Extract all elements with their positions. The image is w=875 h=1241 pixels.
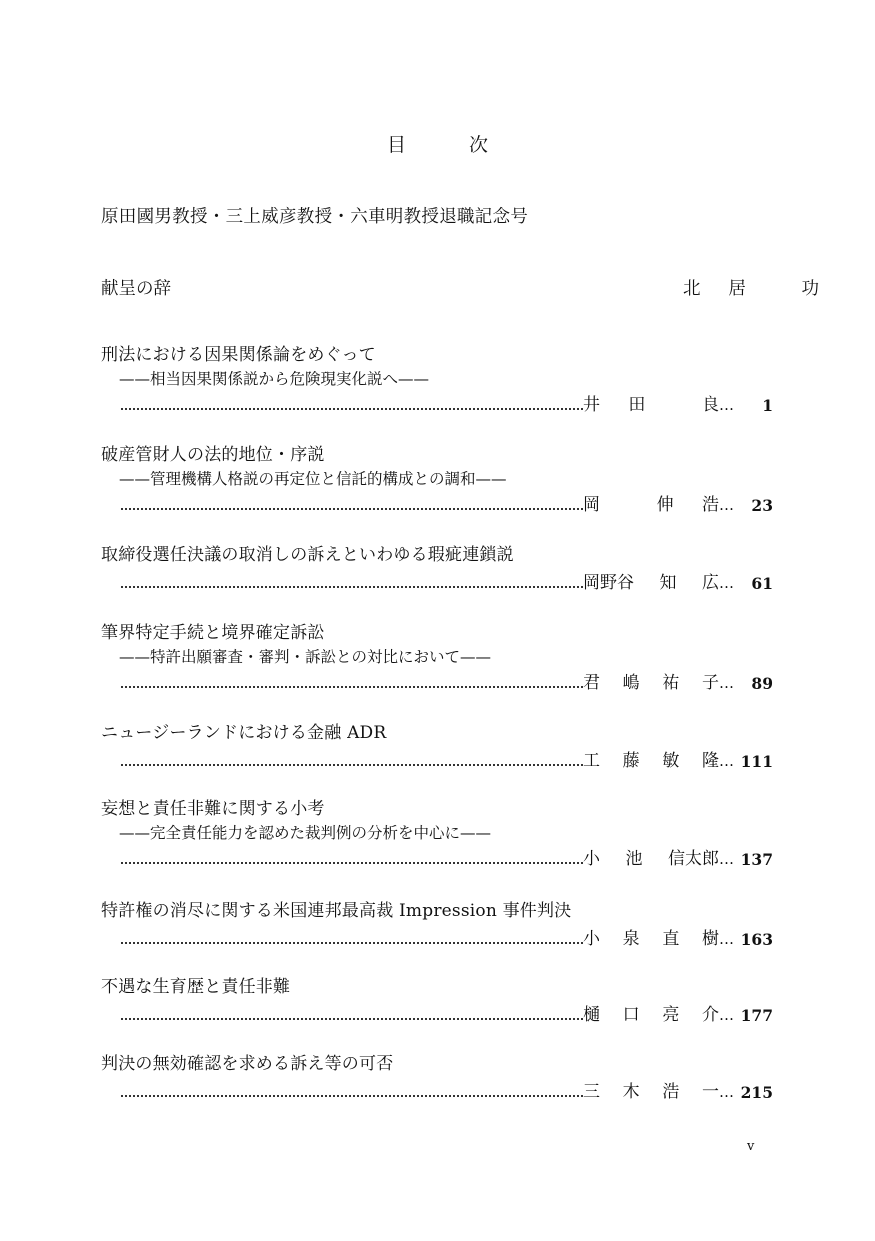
author-char: 工 [583, 751, 600, 771]
entry-author [583, 670, 719, 696]
entry-author [583, 1079, 719, 1105]
page-title: 目 次 [386, 134, 510, 156]
entry-title: 筆界特定手続と境界確定訴訟 [101, 623, 325, 643]
dedication-author [683, 275, 819, 300]
issue-title: 原田國男教授・三上威彦教授・六車明教授退職記念号 [101, 207, 529, 227]
author-char: 池 [625, 849, 643, 869]
author-char: 田 [628, 395, 646, 415]
author-char: 伸 [656, 495, 674, 515]
entry-title: 妄想と責任非難に関する小考 [101, 799, 325, 819]
page-folio: v [747, 1139, 755, 1154]
entry-title: 刑法における因果関係論をめぐって [101, 345, 376, 365]
author-char: 三 [583, 1082, 600, 1102]
dot-leader [121, 942, 583, 944]
author-char: 浩 [662, 1082, 680, 1102]
author-char: 浩 [701, 495, 719, 515]
toc-entry[interactable] [101, 797, 781, 872]
author-char: 敏 [662, 751, 680, 771]
entry-page-number: 111 [740, 752, 773, 771]
author-char: 木 [622, 1082, 640, 1102]
entry-title: 取締役選任決議の取消しの訴えといわゆる瑕疵連鎖説 [101, 545, 514, 565]
toc-entry[interactable] [101, 899, 781, 952]
author-char: 知 [659, 573, 677, 593]
author-char: 良 [701, 395, 719, 415]
author-char: 功 [801, 279, 819, 299]
author-char: 信太郎 [668, 849, 719, 869]
author-char: 介 [701, 1005, 719, 1025]
entry-leader [101, 1079, 781, 1105]
entry-page-number: 1 [762, 396, 773, 415]
author-char: 直 [662, 929, 680, 949]
entry-author [583, 846, 719, 872]
entry-subtitle: ——管理機構人格説の再定位と信託的構成との調和—— [119, 470, 507, 488]
entry-page-number: 89 [751, 674, 773, 693]
toc-entry[interactable] [101, 975, 781, 1028]
dot-leader [121, 686, 583, 688]
author-char: 泉 [622, 929, 640, 949]
entry-page-number: 215 [740, 1083, 773, 1102]
entry-leader [101, 748, 781, 774]
dot-leader [121, 764, 583, 766]
dedication-title: 献呈の辞 [101, 279, 171, 299]
author-char: 井 [583, 395, 600, 415]
entry-author [583, 570, 719, 596]
author-char: 樹 [701, 929, 719, 949]
entry-page-number: 137 [740, 850, 773, 869]
entry-subtitle: ——特許出願審査・審判・訴訟との対比において—— [119, 648, 492, 666]
entry-leader [101, 846, 781, 872]
entry-page-number: 23 [751, 496, 773, 515]
leader-end: … [719, 1006, 733, 1024]
dot-leader [121, 408, 583, 410]
author-char: 岡 [583, 495, 600, 515]
toc-entry[interactable] [101, 343, 781, 418]
entry-page-number: 163 [740, 930, 773, 949]
author-char: 亮 [662, 1005, 680, 1025]
author-char: 小 [583, 929, 600, 949]
author-char: 隆 [701, 751, 719, 771]
author-char: 岡野谷 [583, 573, 634, 593]
dot-leader [121, 586, 583, 588]
entry-leader [101, 392, 781, 418]
entry-author [583, 748, 719, 774]
leader-end: … [719, 1083, 733, 1101]
entry-author [583, 1002, 719, 1028]
toc-entry[interactable] [101, 543, 781, 596]
entry-author [583, 392, 719, 418]
entry-subtitle: ——完全責任能力を認めた裁判例の分析を中心に—— [119, 824, 492, 842]
toc-entry[interactable] [101, 1052, 781, 1105]
leader-end: … [719, 850, 733, 868]
dot-leader [121, 508, 583, 510]
entry-page-number: 177 [740, 1006, 773, 1025]
entry-title: 不遇な生育歴と責任非難 [101, 977, 291, 997]
entry-page-number: 61 [751, 574, 773, 593]
dot-leader [121, 1018, 583, 1020]
entry-leader [101, 1002, 781, 1028]
entry-title: 破産管財人の法的地位・序説 [101, 445, 325, 465]
author-char: 小 [583, 849, 600, 869]
author-char: 居 [728, 279, 746, 299]
entry-title: ニュージーランドにおける金融 ADR [101, 723, 387, 743]
author-char: 嶋 [622, 673, 640, 693]
leader-end: … [719, 496, 733, 514]
dot-leader [121, 1095, 583, 1097]
author-char: 口 [622, 1005, 640, 1025]
leader-end: … [719, 752, 733, 770]
entry-leader [101, 670, 781, 696]
leader-end: … [719, 930, 733, 948]
author-char: 藤 [622, 751, 640, 771]
entry-author [583, 926, 719, 952]
author-char: 広 [702, 573, 719, 593]
entry-leader [101, 926, 781, 952]
author-char: 樋 [583, 1005, 600, 1025]
toc-entry[interactable] [101, 443, 781, 518]
entry-author [583, 492, 719, 518]
entry-leader [101, 492, 781, 518]
author-char: 君 [583, 673, 600, 693]
entry-title: 特許権の消尽に関する米国連邦最高裁 Impression 事件判決 [101, 901, 572, 921]
entry-leader [101, 570, 781, 596]
dedication-entry[interactable] [101, 275, 819, 299]
author-char: 子 [701, 673, 719, 693]
author-char: 北 [683, 279, 701, 299]
entry-subtitle: ——相当因果関係説から危険現実化説へ—— [119, 370, 430, 388]
toc-entry[interactable] [101, 721, 781, 774]
author-char: 一 [701, 1082, 719, 1102]
leader-end: … [719, 674, 733, 692]
leader-end: … [719, 574, 733, 592]
toc-entry[interactable] [101, 621, 781, 696]
leader-end: … [719, 396, 733, 414]
entry-title: 判決の無効確認を求める訴え等の可否 [101, 1054, 394, 1074]
author-char: 祐 [662, 673, 680, 693]
dot-leader [121, 862, 583, 864]
